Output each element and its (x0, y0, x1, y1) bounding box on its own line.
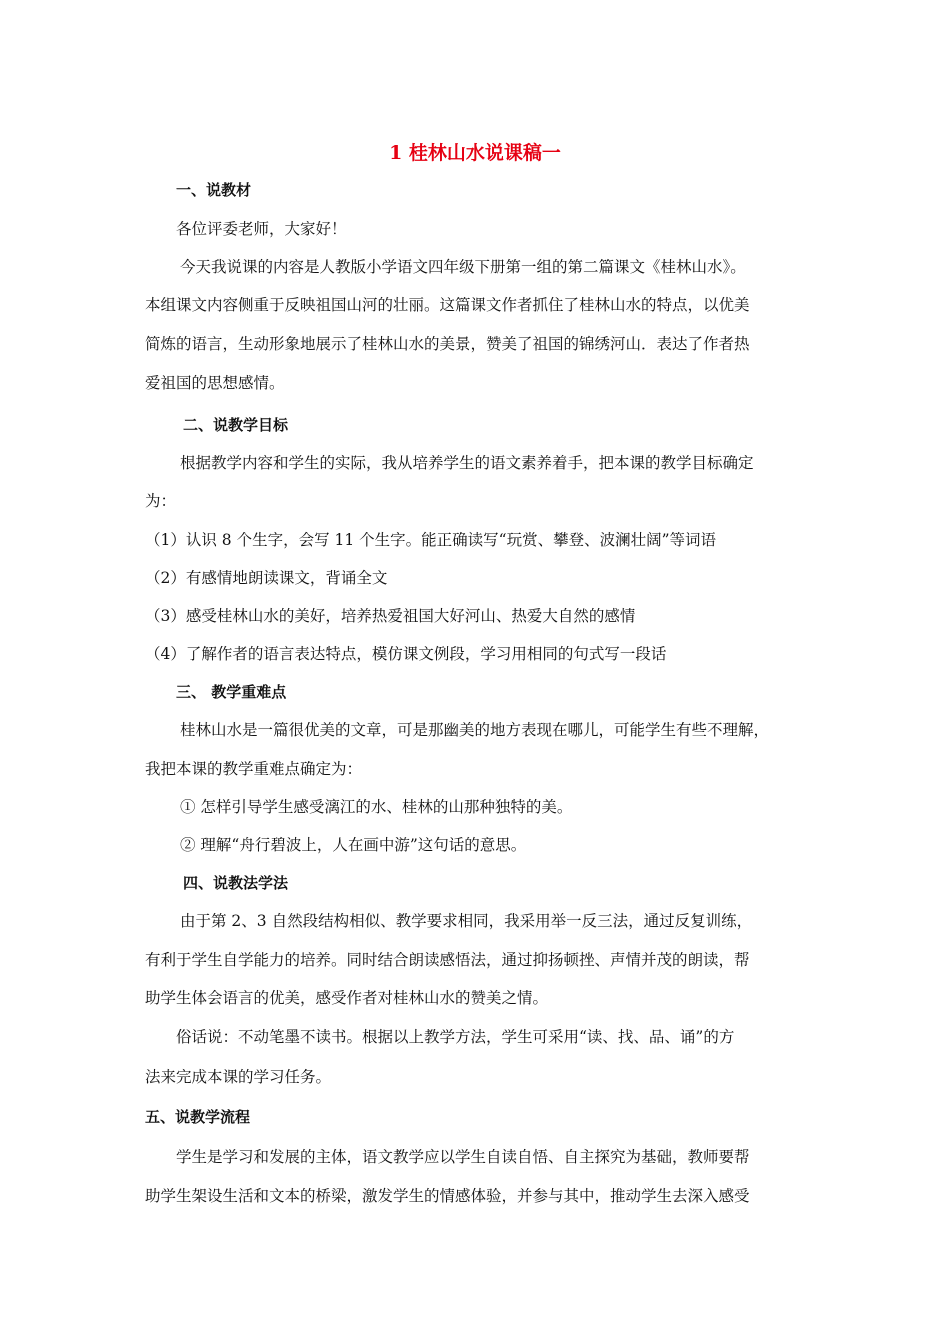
paragraph-line: 由于第 2、3 自然段结构相似、教学要求相同，我采用举一反三法，通过反复训练， (180, 912, 753, 930)
paragraph-line: 桂林山水是一篇很优美的文章，可是那幽美的地方表现在哪儿，可能学生有些不理解， (180, 721, 770, 739)
paragraph-line: 助学生架设生活和文本的桥梁，激发学生的情感体验，并参与其中，推动学生去深入感受 (145, 1187, 750, 1205)
paragraph-line: 为： (145, 492, 177, 510)
list-item: ① 怎样引导学生感受漓江的水、桂林的山那种独特的美。 (180, 798, 573, 816)
paragraph-line: 本组课文内容侧重于反映祖国山河的壮丽。这篇课文作者抓住了桂林山水的特点，以优美 (145, 296, 750, 314)
paragraph-line: 俗话说：不动笔墨不读书。根据以上教学方法，学生可采用“读、找、品、诵”的方 (176, 1028, 735, 1046)
paragraph-line: 根据教学内容和学生的实际，我从培养学生的语文素养着手，把本课的教学目标确定 (180, 454, 754, 472)
paragraph-line: 助学生体会语言的优美，感受作者对桂林山水的赞美之情。 (145, 989, 549, 1007)
list-item: （4）了解作者的语言表达特点，模仿课文例段，学习用相同的句式写一段话 (145, 645, 667, 663)
paragraph-line: 爱祖国的思想感情。 (145, 374, 285, 392)
document-title: 1 桂林山水说课稿一 (389, 142, 561, 164)
section-heading-5: 五、说教学流程 (145, 1108, 251, 1126)
list-item: ② 理解“舟行碧波上，人在画中游”这句话的意思。 (180, 836, 527, 854)
section-heading-1: 一、说教材 (176, 181, 252, 199)
list-item: （1）认识 8 个生字，会写 11 个生字。能正确读写“玩赏、攀登、波澜壮阔”等词语 (145, 531, 717, 549)
section-heading-2: 二、说教学目标 (183, 416, 289, 434)
greeting-line: 各位评委老师，大家好！ (176, 220, 347, 238)
list-item: （2）有感情地朗读课文，背诵全文 (145, 569, 388, 587)
section-heading-3: 三、 教学重难点 (176, 683, 287, 701)
section-heading-4: 四、说教法学法 (183, 874, 289, 892)
paragraph-line: 法来完成本课的学习任务。 (145, 1068, 332, 1086)
paragraph-line: 今天我说课的内容是人教版小学语文四年级下册第一组的第二篇课文《桂林山水》。 (180, 258, 746, 276)
paragraph-line: 我把本课的教学重难点确定为： (145, 760, 363, 778)
list-item: （3）感受桂林山水的美好，培养热爱祖国大好河山、热爱大自然的感情 (145, 607, 636, 625)
paragraph-line: 简炼的语言，生动形象地展示了桂林山水的美景，赞美了祖国的锦绣河山．表达了作者热 (145, 335, 750, 353)
paragraph-line: 有利于学生自学能力的培养。同时结合朗读感悟法，通过抑扬顿挫、声情并茂的朗读，帮 (145, 951, 750, 969)
paragraph-line: 学生是学习和发展的主体，语文教学应以学生自读自悟、自主探究为基础，教师要帮 (176, 1148, 750, 1166)
